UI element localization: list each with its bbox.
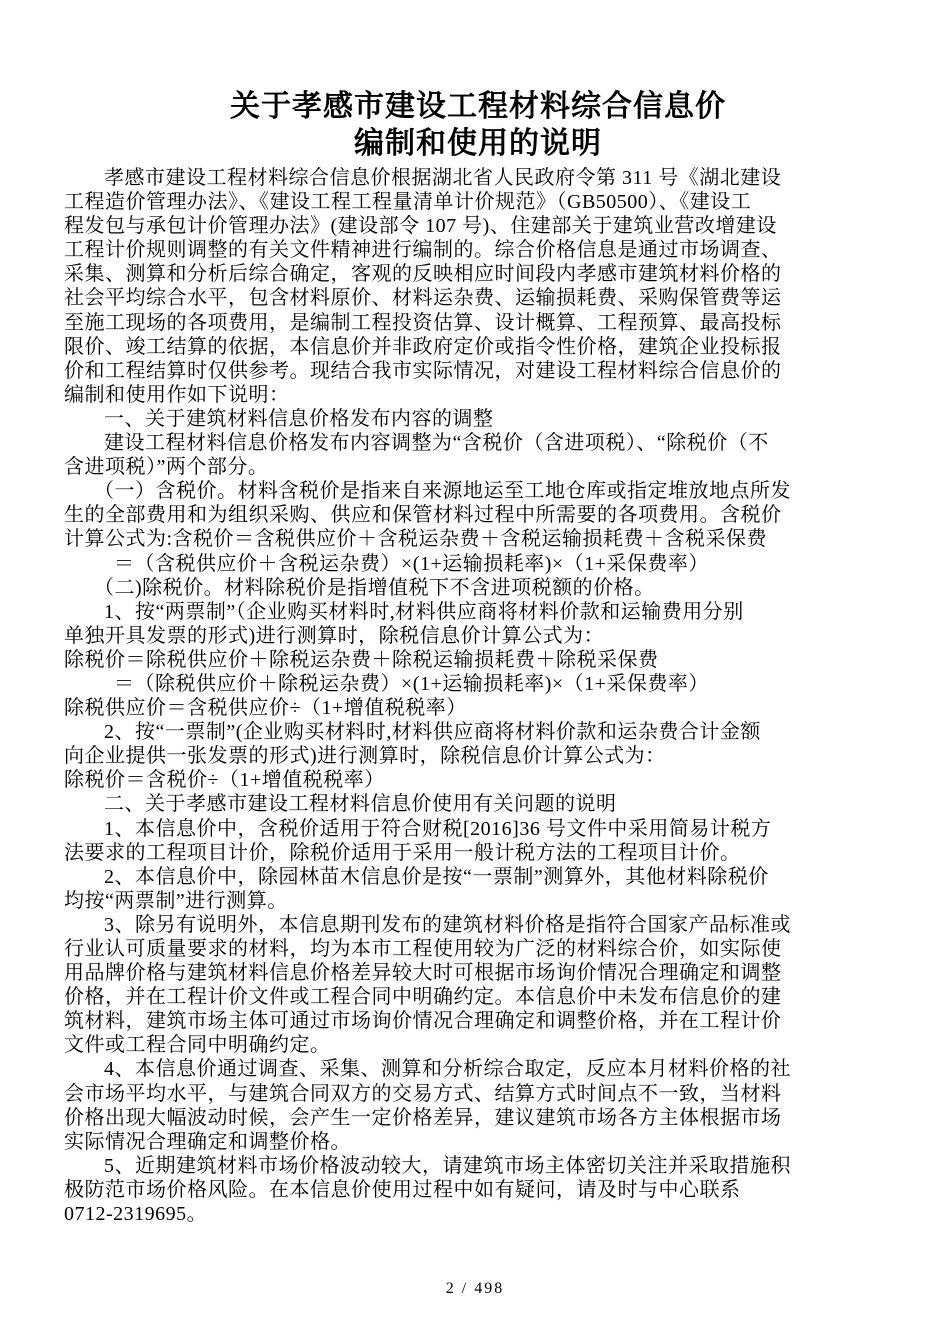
text-line: 编制和使用作如下说明： bbox=[64, 383, 290, 406]
text-line: 实际情况合理确定和调整价格。 bbox=[64, 1130, 351, 1153]
text-line: ＝（含税供应价＋含税运杂费）×(1+运输损耗率)×（1+采保费率） bbox=[114, 552, 709, 575]
text-line: 单独开具发票的形式)进行测算时，除税信息价计算公式为： bbox=[64, 624, 605, 647]
text-line: 行业认可质量要求的材料，均为本市工程使用较为广泛的材料综合价，如实际使 bbox=[64, 938, 782, 960]
text-line: 工程造价管理办法》、《建设工程工程量清单计价规范》（GB50500）、《建设工 bbox=[64, 191, 752, 214]
text-line: 用品牌价格与建筑材料信息价格差异较大时可根据市场询价情况合理确定和调整 bbox=[64, 962, 782, 985]
text-line: 价格出现大幅波动时候，会产生一定价格差异，建议建筑市场各方主体根据市场 bbox=[64, 1106, 782, 1129]
text-line: 建设工程材料信息价格发布内容调整为“含税价（含进项税）、“除税价（不 bbox=[104, 432, 769, 455]
document-title bbox=[70, 88, 886, 162]
text-line: 工程计价规则调整的有关文件精神进行编制的。综合价格信息是通过市场调查、 bbox=[64, 239, 782, 262]
text-line: 极防范市场价格风险。在本信息价使用过程中如有疑问，请及时与中心联系 bbox=[64, 1178, 741, 1201]
text-line: 价格，并在工程计价文件或工程合同中明确约定。本信息价中未发布信息价的建 bbox=[64, 986, 782, 1009]
text-line: 孝感市建设工程材料综合信息价根据湖北省人民政府令第 311 号《湖北建设 bbox=[104, 167, 782, 189]
text-line: 除税供应价＝含税供应价÷（1+增值税税率） bbox=[64, 697, 467, 720]
text-line: 均按“两票制”进行测算。 bbox=[64, 889, 288, 912]
text-line: 二、关于孝感市建设工程材料信息价使用有关问题的说明 bbox=[104, 793, 617, 816]
text-line: 1、本信息价中，含税价适用于符合财税[2016]36 号文件中采用简易计税方 bbox=[104, 817, 772, 840]
document-body bbox=[64, 166, 886, 1226]
text-line: 社会平均综合水平，包含材料原价、材料运杂费、运输损耗费、采购保管费等运 bbox=[64, 287, 782, 310]
text-line: 价和工程结算时仅供参考。现结合我市实际情况，对建设工程材料综合信息价的 bbox=[64, 359, 782, 382]
text-line: 4、本信息价通过调查、采集、测算和分析综合取定，反应本月材料价格的社 bbox=[104, 1058, 791, 1081]
text-line: 除税价＝含税价÷（1+增值税税率） bbox=[64, 769, 385, 792]
text-line: 生的全部费用和为组织采购、供应和保管材料过程中所需要的各项费用。含税价 bbox=[64, 504, 782, 527]
page-number-indicator: 2 / 498 bbox=[445, 1280, 505, 1297]
text-line: 程发包与承包计价管理办法》(建设部令 107 号)、住建部关于建筑业营改增建设 bbox=[64, 215, 777, 238]
text-line: 除税价＝除税供应价＋除税运杂费＋除税运输损耗费＋除税采保费 bbox=[64, 648, 659, 671]
text-line: 2、按“一票制”(企业购买材料时,材料供应商将材料价款和运杂费合计金额 bbox=[104, 721, 761, 744]
text-line: 筑材料，建筑市场主体可通过市场询价情况合理确定和调整价格，并在工程计价 bbox=[64, 1010, 782, 1033]
text-line: 会市场平均水平，与建筑合同双方的交易方式、结算方式时间点不一致，当材料 bbox=[64, 1082, 782, 1105]
text-line: 1、按“两票制”（企业购买材料时,材料供应商将材料价款和运输费用分别 bbox=[104, 600, 744, 623]
text-line: 采集、测算和分析后综合确定，客观的反映相应时间段内孝感市建筑材料价格的 bbox=[64, 263, 782, 286]
document-title-line-2: 编制和使用的说明 bbox=[354, 127, 602, 160]
text-line: 向企业提供一张发票的形式)进行测算时，除税信息价计算公式为： bbox=[64, 745, 666, 768]
text-line: 0712-2319695。 bbox=[64, 1203, 208, 1226]
text-line: 至施工现场的各项费用，是编制工程投资估算、设计概算、工程预算、最高投标 bbox=[64, 311, 782, 334]
document-title-line-1: 关于孝感市建设工程材料综合信息价 bbox=[230, 90, 726, 123]
text-line: 一、关于建筑材料信息价格发布内容的调整 bbox=[104, 407, 494, 430]
text-line: ＝（除税供应价＋除税运杂费）×(1+运输损耗率)×（1+采保费率） bbox=[114, 672, 709, 695]
text-line: 2、本信息价中，除园林苗木信息价是按“一票制”测算外，其他材料除税价 bbox=[104, 865, 769, 888]
text-line: 限价、竣工结算的依据，本信息价并非政府定价或指令性价格，建筑企业投标报 bbox=[64, 335, 782, 358]
text-line: 3、除另有说明外，本信息期刊发布的建筑材料价格是指符合国家产品标准或 bbox=[104, 913, 791, 936]
text-line: 含进项税）”两个部分。 bbox=[64, 456, 269, 479]
text-line: 文件或工程合同中明确约定。 bbox=[64, 1034, 331, 1057]
text-line: 计算公式为:含税价＝含税供应价＋含税运杂费＋含税运输损耗费＋含税采保费 bbox=[64, 528, 768, 551]
text-line: 5、近期建筑材料市场价格波动较大，请建筑市场主体密切关注并采取措施积 bbox=[104, 1154, 791, 1177]
text-line: （二)除税价。材料除税价是指增值税下不含进项税额的价格。 bbox=[94, 576, 655, 599]
text-line: （一）含税价。材料含税价是指来自来源地运至工地仓库或指定堆放地点所发 bbox=[94, 480, 791, 503]
text-line: 法要求的工程项目计价，除税价适用于采用一般计税方法的工程项目计价。 bbox=[64, 841, 741, 864]
